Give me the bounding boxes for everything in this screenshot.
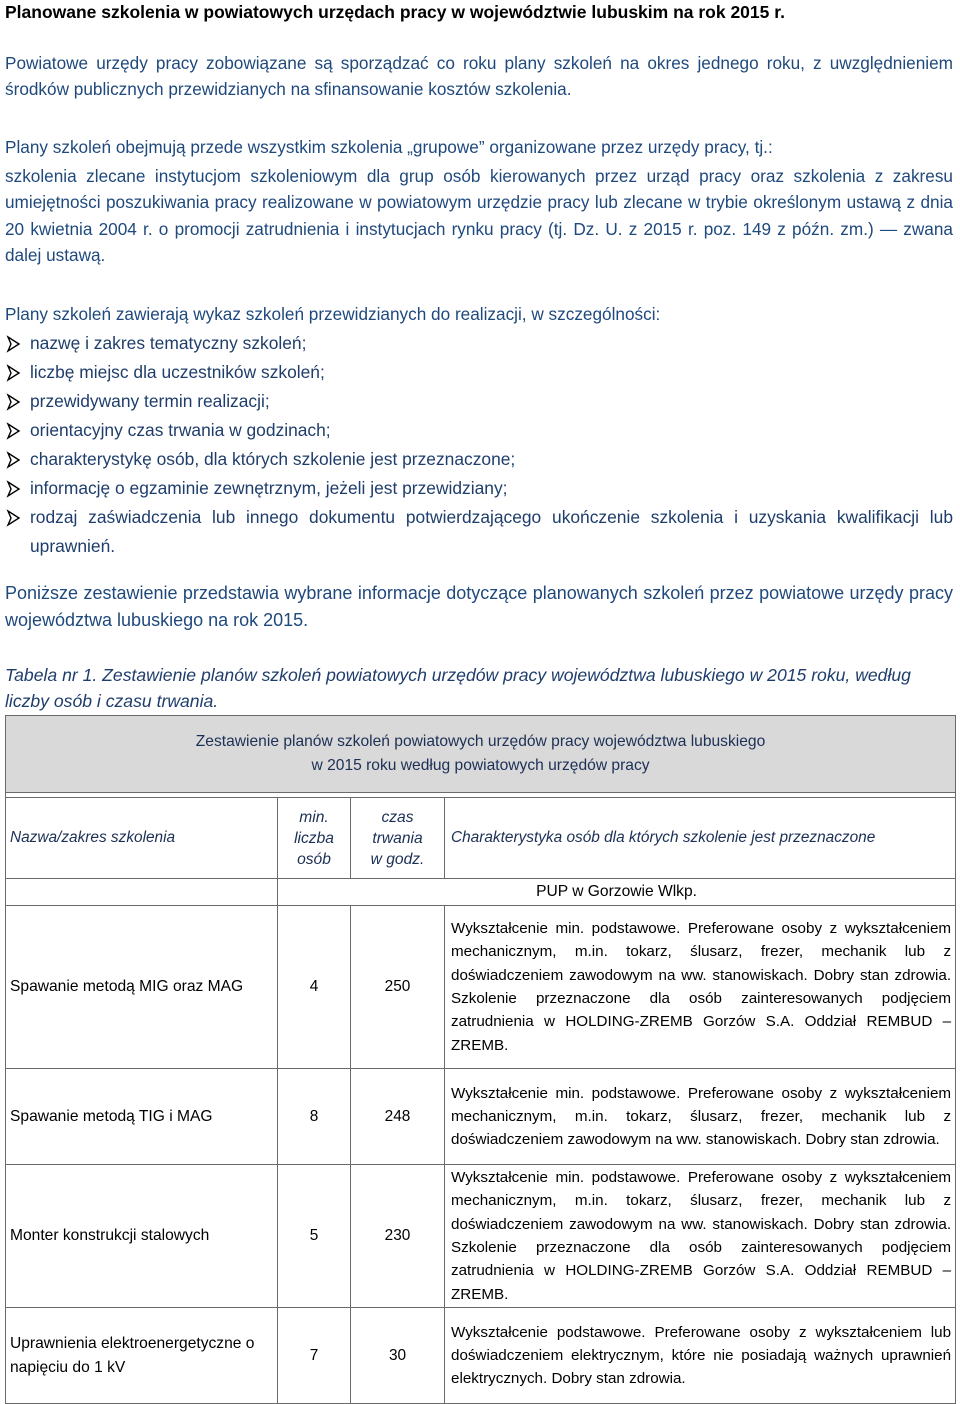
list-item: charakterystykę osób, dla których szkolenie jest przeznaczone; — [5, 445, 953, 474]
paragraph-summary: Poniższe zestawienie przedstawia wybrane informacje dotyczące planowanych szkoleń przez powiatowe urzędy pracy województwa lubuskiego na rok 2015. — [5, 583, 953, 630]
table-caption-label: Tabela nr 1. — [5, 665, 98, 685]
table-title-line-1: Zestawienie planów szkoleń powiatowych urzędów pracy województwa lubuskiego — [195, 733, 766, 750]
arrow-bullet-icon — [5, 503, 25, 532]
training-name: Spawanie metodą TIG i MAG — [6, 1069, 278, 1165]
training-plans-table — [5, 715, 956, 1404]
table-title-line-2: w 2015 roku według powiatowych urzędów pracy — [311, 757, 650, 774]
column-header-min: min. liczba osób — [278, 798, 351, 879]
min-participants: 7 — [278, 1308, 351, 1404]
target-description: Wykształcenie min. podstawowe. Preferowane osoby z wykształceniem mechanicznym, m.in. tokarz, ślusarz, frezer, mechanik lub z doświadczeniem zawodowym na ww. stanowiskach. Dobry stan zdrowia. Szkolenie przeznaczone dla osób zainteresowanych podjęciem zatrudnienia w HOLDING-ZREMB Gorzów S.A. Oddział REMBUD – ZREMB. — [445, 1165, 956, 1308]
table-title-row — [6, 716, 956, 793]
paragraph-plans-body: szkolenia zlecane instytucjom szkoleniowym dla grup osób kierowanych przez urząd pracy oraz szkolenia z zakresu umiejętności poszukiwania pracy realizowane w powiatowym urzędzie pracy lub zlecane w trybie określonym ustawą z dnia 20 kwietnia 2004 r. o promocji zatrudnienia i instytucjach rynku pracy (tj. Dz. U. z 2015 r. poz. 149 z późn. zm.) — zwana dalej ustawą. — [5, 166, 953, 265]
arrow-bullet-icon — [5, 445, 25, 474]
min-participants: 4 — [278, 906, 351, 1069]
column-header-name: Nazwa/zakres szkolenia — [6, 798, 278, 879]
paragraph-plans-contents: Plany szkoleń zawierają wykaz szkoleń przewidzianych do realizacji, w szczególności: — [5, 304, 661, 324]
column-header-hours: czas trwania w godz. — [351, 798, 445, 879]
arrow-bullet-icon — [5, 358, 25, 387]
arrow-bullet-icon — [5, 329, 25, 358]
table-caption-text: Zestawienie planów szkoleń powiatowych urzędów pracy województwa lubuskiego w 2015 roku, według liczby osób i czasu trwania. — [5, 665, 911, 711]
group-row — [6, 879, 956, 906]
training-name: Monter konstrukcji stalowych — [6, 1165, 278, 1308]
list-item: rodzaj zaświadczenia lub innego dokumentu potwierdzającego ukończenie szkolenia i uzyskania kwalifikacji lub uprawnień. — [5, 503, 953, 561]
table-row — [6, 1308, 956, 1404]
table-row — [6, 1165, 956, 1308]
table-row — [6, 906, 956, 1069]
arrow-bullet-icon — [5, 474, 25, 503]
target-description: Wykształcenie min. podstawowe. Preferowane osoby z wykształceniem mechanicznym, m.in. tokarz, ślusarz, frezer, mechanik lub z doświadczeniem zawodowym na ww. stanowiskach. Dobry stan zdrowia. — [445, 1069, 956, 1165]
list-item: orientacyjny czas trwania w godzinach; — [5, 416, 953, 445]
list-item: liczbę miejsc dla uczestników szkoleń; — [5, 358, 953, 387]
column-header-row — [6, 798, 956, 879]
arrow-bullet-icon — [5, 387, 25, 416]
list-item: nazwę i zakres tematyczny szkoleń; — [5, 329, 953, 358]
training-name: Spawanie metodą MIG oraz MAG — [6, 906, 278, 1069]
arrow-bullet-icon — [5, 416, 25, 445]
min-participants: 5 — [278, 1165, 351, 1308]
list-item: przewidywany termin realizacji; — [5, 387, 953, 416]
table-title-cell — [6, 716, 956, 793]
target-description: Wykształcenie min. podstawowe. Preferowane osoby z wykształceniem mechanicznym, m.in. tokarz, ślusarz, frezer, mechanik lub z doświadczeniem zawodowym na ww. stanowiskach. Dobry stan zdrowia. Szkolenie przeznaczone dla osób zainteresowanych podjęciem zatrudnienia w HOLDING-ZREMB Gorzów S.A. Oddział REMBUD – ZREMB. — [445, 906, 956, 1069]
paragraph-intro: Powiatowe urzędy pracy zobowiązane są sporządzać co roku plany szkoleń na okres jednego roku, z uwzględnieniem środków publicznych przewidzianych na sfinansowanie kosztów szkolenia. — [5, 53, 953, 100]
target-description: Wykształcenie podstawowe. Preferowane osoby z wykształceniem lub doświadczeniem elektrycznym, które nie posiadają ważnych uprawnień elektrycznych. Dobry stan zdrowia. — [445, 1308, 956, 1404]
table-caption — [5, 662, 953, 714]
list-item: informację o egzaminie zewnętrznym, jeżeli jest przewidziany; — [5, 474, 953, 503]
table-row — [6, 1069, 956, 1165]
column-header-description: Charakterystyka osób dla których szkolenie jest przeznaczone — [445, 798, 956, 879]
page-title: Planowane szkolenia w powiatowych urzędach pracy w województwie lubuskim na rok 2015 r. — [5, 2, 785, 22]
duration-hours: 30 — [351, 1308, 445, 1404]
training-name: Uprawnienia elektroenergetyczne o napięciu do 1 kV — [6, 1308, 278, 1404]
duration-hours: 248 — [351, 1069, 445, 1165]
min-participants: 8 — [278, 1069, 351, 1165]
group-label: PUP w Gorzowie Wlkp. — [278, 879, 956, 906]
duration-hours: 230 — [351, 1165, 445, 1308]
bullet-list — [5, 329, 953, 561]
paragraph-plans-intro: Plany szkoleń obejmują przede wszystkim szkolenia „grupowe” organizowane przez urzędy pracy, tj.: — [5, 137, 773, 157]
duration-hours: 250 — [351, 906, 445, 1069]
